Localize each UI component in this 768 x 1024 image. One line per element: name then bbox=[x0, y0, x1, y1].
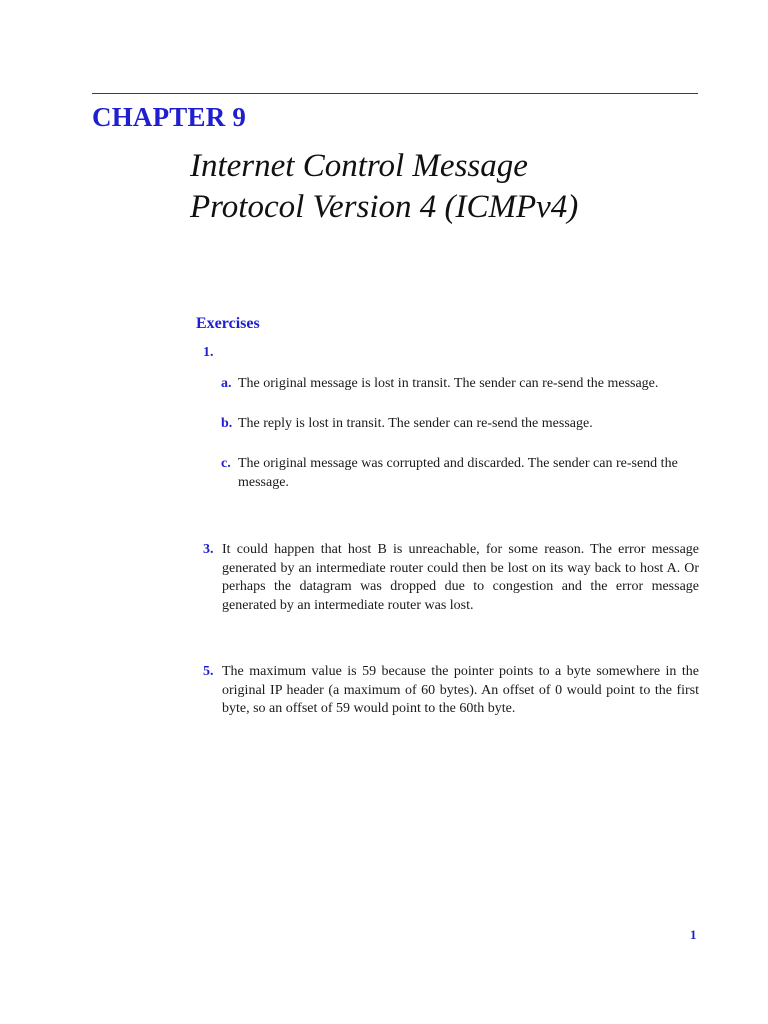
exercise-5-number: 5. bbox=[203, 664, 214, 679]
chapter-title bbox=[190, 146, 578, 228]
exercise-1c-text: The original message was corrupted and discarded. The sender can re-send the message. bbox=[238, 456, 678, 490]
exercise-1a bbox=[221, 374, 699, 393]
exercise-3-text: It could happen that host B is unreachable, for some reason. The error message generated by an intermediate router could then be lost on its way back to host A. Or perhaps the datagram was dropped due to congestion and the error message generated by an intermediate router was lost. bbox=[222, 542, 699, 613]
exercise-5 bbox=[203, 663, 699, 719]
exercise-1b-marker: b. bbox=[221, 416, 233, 431]
exercises-heading: Exercises bbox=[196, 315, 260, 332]
chapter-title-line-2: Protocol Version 4 (ICMPv4) bbox=[190, 189, 579, 225]
exercise-1c-marker: c. bbox=[221, 456, 231, 471]
chapter-title-line-1: Internet Control Message bbox=[190, 148, 528, 184]
exercise-5-text: The maximum value is 59 because the pointer points to a byte somewhere in the original IP header (a maximum of 60 bytes). An offset of 0 would point to the first byte, so an offset of 59 would point to the 60th byte. bbox=[222, 664, 699, 716]
header-rule bbox=[92, 93, 698, 94]
exercise-1a-text: The original message is lost in transit. The sender can re-send the message. bbox=[238, 376, 659, 391]
exercise-1b bbox=[221, 414, 699, 433]
exercise-3-number: 3. bbox=[203, 542, 214, 557]
exercise-1a-marker: a. bbox=[221, 376, 232, 391]
exercise-3 bbox=[203, 541, 699, 615]
exercise-1b-text: The reply is lost in transit. The sender can re-send the message. bbox=[238, 416, 593, 431]
exercise-1-number: 1. bbox=[203, 345, 214, 360]
exercise-1c bbox=[221, 454, 699, 492]
chapter-label: CHAPTER 9 bbox=[92, 102, 247, 132]
page-number: 1 bbox=[690, 927, 697, 942]
